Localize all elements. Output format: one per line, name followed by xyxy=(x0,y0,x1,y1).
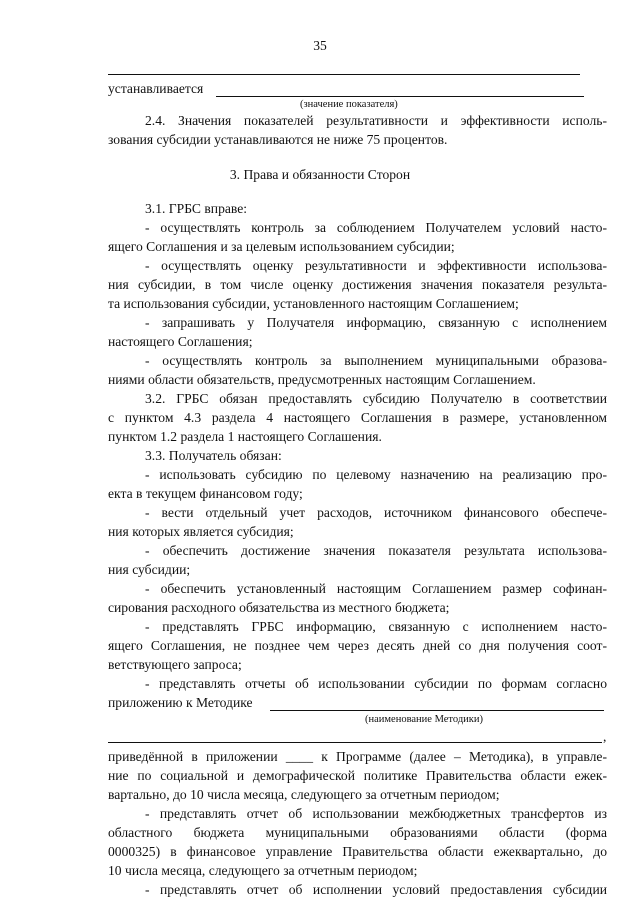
p31-head: 3.1. ГРБС вправе: xyxy=(145,201,248,216)
indicator-value-line xyxy=(216,96,584,97)
indicator-label: устанавливается xyxy=(108,81,204,96)
p33-line-11: ветствующего запроса; xyxy=(108,657,242,672)
p33-line-7: - обеспечить установленный настоящим Соглашением размер софинан- xyxy=(145,581,607,596)
p33-line-6: ния субсидии; xyxy=(108,562,191,577)
p31-line-9: ниями области обязательств, предусмотренных настоящим Соглашением. xyxy=(108,372,536,387)
p33-line-2: екта в текущем финансовом году; xyxy=(108,486,303,501)
p31-line-3: - осуществлять оценку результативности и эффективности использова- xyxy=(145,258,607,273)
p24-line-1: 2.4. Значения показателей результативности и эффективности исполь- xyxy=(145,113,607,128)
p33-line-3: - вести отдельный учет расходов, источником финансового обеспече- xyxy=(145,505,607,520)
p33-line-5: - обеспечить достижение значения показателя результата использова- xyxy=(145,543,607,558)
p24-line-2: зования субсидии устанавливаются не ниже 75 процентов. xyxy=(108,132,448,147)
p31-line-5: та использования субсидии, установленного настоящим Соглашением; xyxy=(108,296,519,311)
pm-line-6: 0000325) в финансовое управление Правительства области ежеквартально, до xyxy=(108,844,607,859)
methodology-blank-line xyxy=(108,742,602,743)
p32-line-2: с пунктом 4.3 раздела 4 настоящего Соглашения в размере, установленном xyxy=(108,410,607,425)
pm-line-1: приведённой в приложении ____ к Программе (далее – Методика), в управле- xyxy=(108,749,607,764)
p33-line-12: - представлять отчеты об использовании субсидии по формам согласно xyxy=(145,676,607,691)
section-title: 3. Права и обязанности Сторон xyxy=(229,167,411,182)
trailing-comma: , xyxy=(603,729,607,744)
blank-line-top xyxy=(108,74,580,75)
methodology-label: приложению к Методике xyxy=(108,695,253,710)
p33-line-4: ния которых является субсидия; xyxy=(108,524,294,539)
p32-line-1: 3.2. ГРБС обязан предоставлять субсидию Получателю в соответствии xyxy=(145,391,607,406)
pm-line-3: вартально, до 10 числа месяца, следующего за отчетным периодом; xyxy=(108,787,500,802)
pm-line-5: областного бюджета муниципальными образованиями области (форма xyxy=(108,825,607,840)
p31-line-6: - запрашивать у Получателя информацию, связанную с исполнением xyxy=(145,315,607,330)
p32-line-3: пунктом 1.2 раздела 1 настоящего Соглашения. xyxy=(108,429,382,444)
p33-line-9: - представлять ГРБС информацию, связанную с исполнением насто- xyxy=(145,619,607,634)
p31-line-8: - осуществлять контроль за выполнением муниципальными образова- xyxy=(145,353,607,368)
pm-line-7: 10 числа месяца, следующего за отчетным периодом; xyxy=(108,863,418,878)
p31-line-7: настоящего Соглашения; xyxy=(108,334,253,349)
methodology-value-line xyxy=(270,710,604,711)
pm-line-4: - представлять отчет об использовании межбюджетных трансфертов из xyxy=(145,806,607,821)
pm-line-8: - представлять отчет об исполнении условий предоставления субсидии xyxy=(145,882,607,897)
p33-line-10: ящего Соглашения, не позднее чем через десять дней со дня получения соот- xyxy=(108,638,607,653)
indicator-caption: (значение показателя) xyxy=(300,99,398,110)
pm-line-2: ние по социальной и демографической политике Правительства области ежек- xyxy=(108,768,607,783)
p33-line-8: сирования расходного обязательства из местного бюджета; xyxy=(108,600,450,615)
p31-line-4: ния субсидии, в том числе оценку достижения значения показателя результа- xyxy=(108,277,607,292)
page-number: 35 xyxy=(313,38,327,53)
p31-line-2: ящего Соглашения и за целевым использованием субсидии; xyxy=(108,239,455,254)
p33-head: 3.3. Получатель обязан: xyxy=(145,448,282,463)
p31-line-1: - осуществлять контроль за соблюдением Получателем условий насто- xyxy=(145,220,607,235)
methodology-caption: (наименование Методики) xyxy=(365,714,484,725)
p33-line-1: - использовать субсидию по целевому назначению на реализацию про- xyxy=(145,467,607,482)
